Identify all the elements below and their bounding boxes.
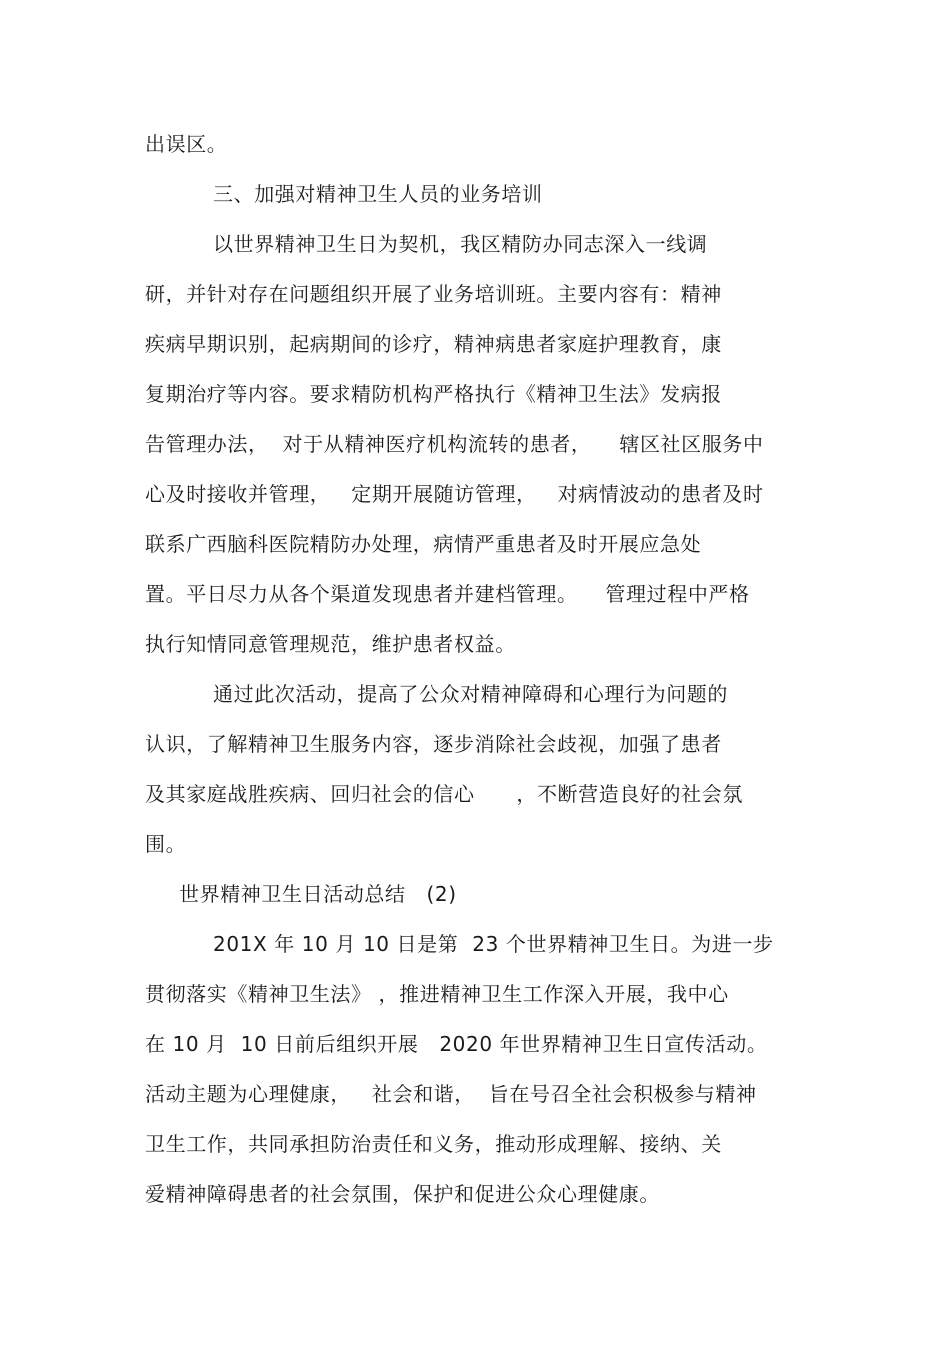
article-title: 世界精神卫生日活动总结 (2): [179, 882, 457, 906]
text-line: 疾病早期识别，起病期间的诊疗，精神病患者家庭护理教育，康: [145, 332, 722, 356]
text-line: 在 10 月 10 日前后组织开展 2020 年世界精神卫生日宣传活动。: [145, 1032, 768, 1056]
text-line: 执行知情同意管理规范，维护患者权益。: [145, 632, 516, 656]
text-line: 爱精神障碍患者的社会氛围，保护和促进公众心理健康。: [145, 1182, 660, 1206]
text-line: 及其家庭战胜疾病、回归社会的信心 ，不断营造良好的社会氛: [145, 782, 743, 806]
text-line: 活动主题为心理健康， 社会和谐， 旨在号召全社会积极参与精神: [145, 1082, 757, 1106]
text-line: 研，并针对存在问题组织开展了业务培训班。主要内容有：精神: [145, 282, 722, 306]
text-line: 通过此次活动，提高了公众对精神障碍和心理行为问题的: [213, 682, 728, 706]
text-line: 卫生工作，共同承担防治责任和义务，推动形成理解、接纳、关: [145, 1132, 722, 1156]
text-line: 置。平日尽力从各个渠道发现患者并建档管理。 管理过程中严格: [145, 582, 750, 606]
text-line: 认识，了解精神卫生服务内容，逐步消除社会歧视，加强了患者: [145, 732, 722, 756]
text-line: 以世界精神卫生日为契机，我区精防办同志深入一线调: [213, 232, 708, 256]
text-line: 贯彻落实《精神卫生法》 ，推进精神卫生工作深入开展，我中心: [145, 982, 729, 1006]
text-line: 出误区。: [145, 132, 228, 156]
text-line: 围。: [145, 832, 187, 856]
text-line: 告管理办法， 对于从精神医疗机构流转的患者， 辖区社区服务中: [145, 432, 764, 456]
text-line: 联系广西脑科医院精防办处理，病情严重患者及时开展应急处: [145, 532, 702, 556]
section-heading: 三、加强对精神卫生人员的业务培训: [213, 182, 543, 206]
text-line: 心及时接收并管理， 定期开展随访管理， 对病情波动的患者及时: [145, 482, 764, 506]
text-line: 201X 年 10 月 10 日是第 23 个世界精神卫生日。为进一步: [213, 932, 774, 956]
text-line: 复期治疗等内容。要求精防机构严格执行《精神卫生法》发病报: [145, 382, 722, 406]
